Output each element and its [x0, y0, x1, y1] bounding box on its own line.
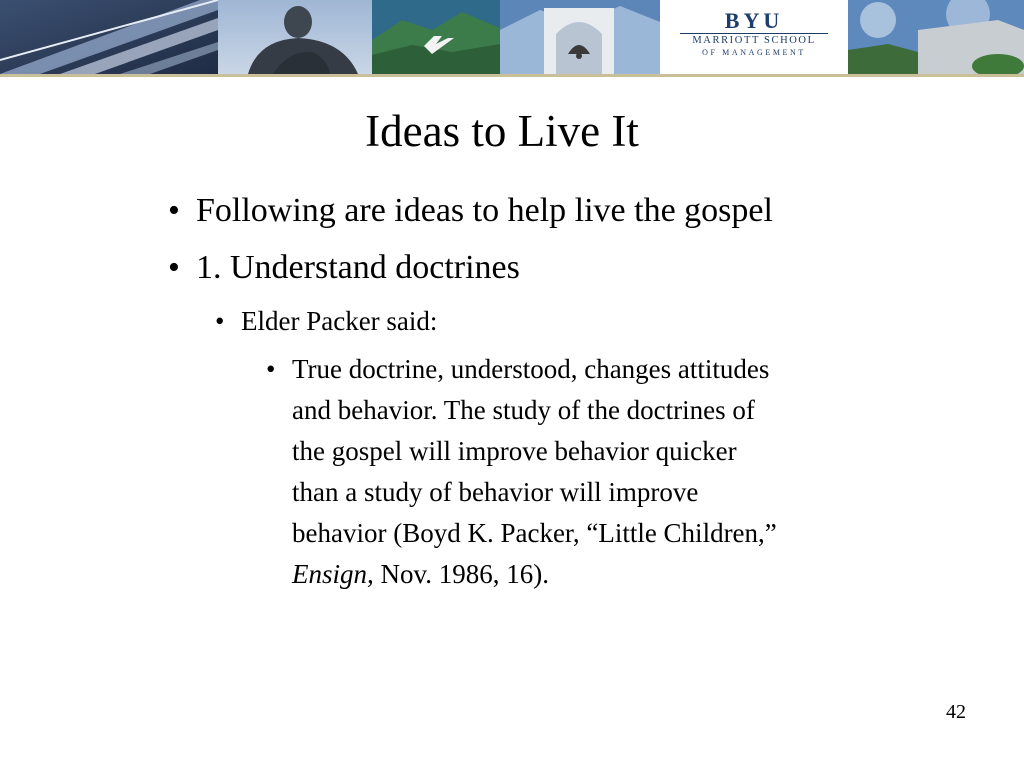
bullet-dot: • [168, 249, 180, 286]
header-banner [0, 0, 1024, 74]
quote-line: behavior (Boyd K. Packer, “Little Children,” [292, 518, 777, 548]
logo-management-text: OF MANAGEMENT [702, 48, 806, 57]
building-glass-image [0, 0, 218, 74]
quote-line: True doctrine, understood, changes attitudes [292, 354, 770, 384]
bullet-text: 1. Understand doctrines [196, 249, 520, 286]
bullet-item-2 [168, 248, 888, 288]
logo-rule [680, 33, 828, 34]
slide-title: Ideas to Live It [365, 106, 639, 156]
sub-bullet-item [215, 305, 815, 337]
logo-byu-text: BYU [724, 8, 784, 33]
quote-line: than a study of behavior will improve [292, 477, 699, 507]
quote-line: the gospel will improve behavior quicker [292, 436, 737, 466]
quote-bullet-item [266, 349, 926, 599]
campus-building-image [848, 0, 1024, 74]
ensign-title: Ensign, [292, 559, 374, 589]
banner-divider [0, 74, 1024, 77]
byu-marriott-logo [660, 0, 848, 74]
quote-citation-line [292, 554, 777, 595]
bullet-item-1 [168, 191, 888, 231]
sub-bullet-text: Elder Packer said: [241, 306, 438, 336]
bullet-text: Following are ideas to help live the gospel [196, 192, 773, 229]
bullet-dot: • [168, 192, 180, 229]
bullet-dot: • [266, 354, 276, 384]
citation-date: Nov. 1986, 16). [373, 559, 550, 589]
statue-image [218, 0, 372, 74]
y-mountain-image [372, 0, 500, 74]
quote-line: and behavior. The study of the doctrines of [292, 395, 755, 425]
page-number: 42 [946, 701, 966, 723]
bullet-dot: • [215, 306, 225, 336]
bell-tower-image [500, 0, 660, 74]
logo-school-text: MARRIOTT SCHOOL [692, 35, 816, 46]
quote-text [292, 349, 777, 595]
